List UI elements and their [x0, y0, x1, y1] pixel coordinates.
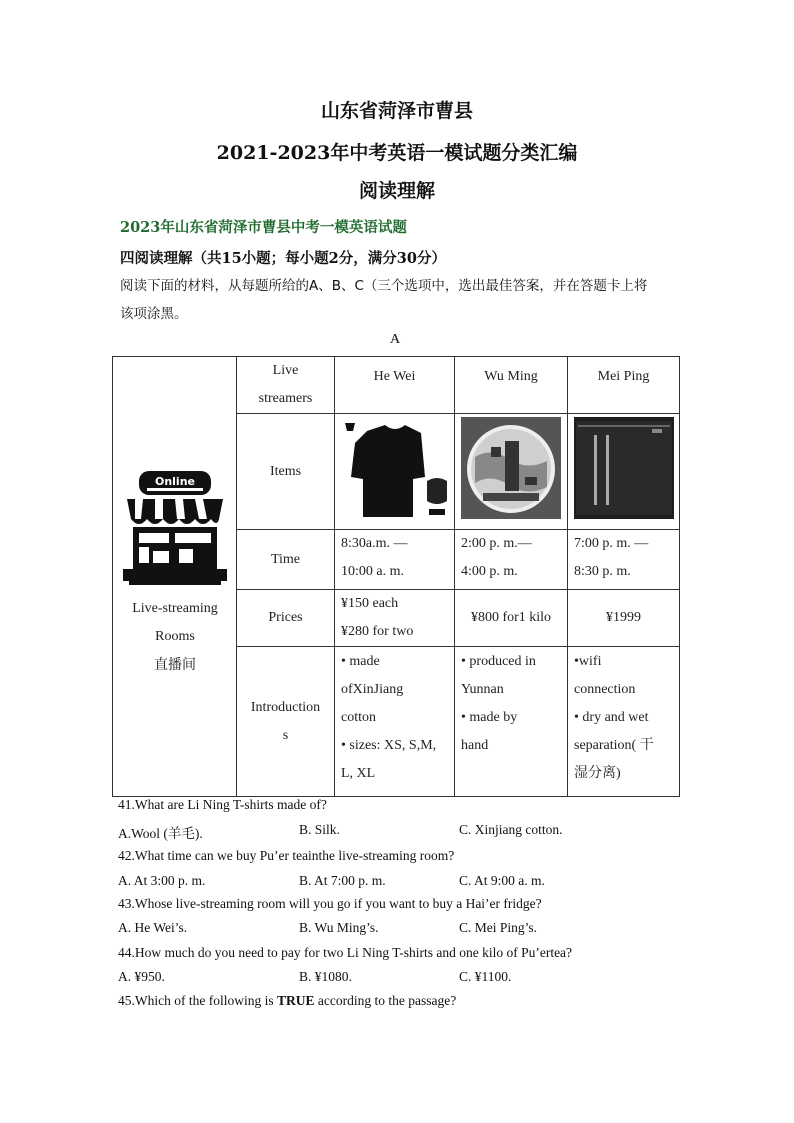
intro-he-wei-line: cotton [341, 710, 376, 725]
intro-he-wei [335, 647, 455, 797]
item-wu-ming [455, 414, 568, 530]
header-streamers-line-1: Live [272, 363, 299, 378]
time-he-wei-start: 8:30a.m. — [341, 536, 408, 551]
question-43-option-c: C. Mei Ping’s. [459, 920, 538, 935]
question-42-option-b: B. At 7:00 p. m. [299, 873, 386, 888]
price-he-wei-each: ¥150 each [341, 596, 399, 611]
intro-wu-ming-line: Yunnan [461, 682, 504, 697]
time-wu-ming-end: 4:00 p. m. [461, 564, 518, 579]
header-intro-line-2: s [282, 727, 289, 743]
intro-he-wei-line: • sizes: XS, S,M, [341, 738, 437, 753]
row-streamers [113, 357, 680, 414]
time-mei-ping [568, 530, 680, 590]
streamer-mei-ping: Mei Ping [568, 357, 680, 414]
streamer-wu-ming: Wu Ming [455, 357, 568, 414]
question-43-option-b: B. Wu Ming’s. [299, 920, 379, 935]
question-45-text-after: according to the passage? [314, 993, 457, 1008]
instructions-line-1: 阅读下面的材料，从每题所给的A、B、C（三个选项中，选出最佳答案，并在答题卡上将 [120, 278, 648, 294]
puer-tea-image [461, 417, 561, 519]
question-43-stem: 43.Whose live-streaming room will you go if you want to buy a Hai’er fridge? [118, 896, 542, 911]
time-mei-ping-end: 8:30 p. m. [574, 564, 631, 579]
question-42-stem: 42.What time can we buy Pu’er teainthe live-streaming room? [118, 848, 455, 863]
online-shop-icon [123, 471, 227, 587]
question-45-text-before: 45.Which of the following is [118, 993, 277, 1008]
question-44-option-a: A. ¥950. [118, 969, 165, 984]
fridge-image [574, 417, 674, 519]
item-he-wei [335, 414, 455, 530]
instructions [120, 272, 690, 328]
rooms-label-en-2: Rooms [155, 629, 195, 644]
question-44-option-c: C. ¥1100. [459, 969, 512, 984]
doc-title-region: 山东省菏泽市曹县 [320, 100, 473, 122]
rooms-label-en-1: Live-streaming [132, 601, 218, 616]
exam-title: 2023年山东省菏泽市曹县中考一模英语试题 [120, 219, 407, 236]
time-he-wei [335, 530, 455, 590]
doc-title-years: 2021-2023年中考英语一模试题分类汇编 [216, 142, 578, 164]
price-wu-ming: ¥800 for1 kilo [455, 590, 568, 647]
header-live-streamers [237, 357, 335, 414]
item-mei-ping [568, 414, 680, 530]
question-43-option-a: A. He Wei’s. [118, 920, 188, 935]
intro-mei-ping [568, 647, 680, 797]
tshirt-image [341, 417, 449, 521]
rooms-cell [113, 357, 237, 797]
livestream-table [112, 356, 680, 797]
header-introductions [237, 647, 335, 797]
rooms-label [113, 595, 237, 679]
question-45-emphasis: TRUE [276, 993, 315, 1008]
instructions-line-2: 该项涂黑。 [120, 306, 188, 322]
question-44-option-b: B. ¥1080. [299, 969, 352, 984]
intro-mei-ping-line: separation( 干 [574, 738, 654, 753]
question-41-stem: 41.What are Li Ning T-shirts made of? [118, 797, 327, 812]
time-wu-ming-start: 2:00 p. m.— [461, 536, 532, 551]
question-42-option-c: C. At 9:00 a. m. [459, 873, 545, 888]
intro-wu-ming [455, 647, 568, 797]
intro-wu-ming-line: • made by [461, 710, 518, 725]
shop-sign-text: Online [154, 475, 196, 488]
header-prices: Prices [237, 590, 335, 647]
rooms-label-cn: 直播间 [154, 657, 196, 673]
header-intro-line-1: Introduction [250, 699, 321, 715]
question-45-stem [118, 993, 456, 1009]
price-mei-ping: ¥1999 [568, 590, 680, 647]
time-he-wei-end: 10:00 a. m. [341, 564, 404, 579]
intro-mei-ping-line: •wifi [574, 654, 602, 669]
question-41-option-b: B. Silk. [299, 822, 340, 837]
intro-he-wei-line: • made [341, 654, 380, 669]
price-he-wei [335, 590, 455, 647]
intro-mei-ping-line: • dry and wet [574, 710, 649, 725]
part-title: 四阅读理解（共15小题；每小题2分，满分30分） [120, 250, 446, 267]
intro-mei-ping-line: connection [574, 682, 636, 697]
question-44-stem: 44.How much do you need to pay for two Li Ning T-shirts and one kilo of Pu’ertea? [118, 945, 573, 960]
intro-mei-ping-line: 湿分离) [574, 766, 621, 781]
passage-label: A [390, 332, 401, 347]
intro-he-wei-line: ofXinJiang [341, 682, 404, 697]
price-he-wei-two: ¥280 for two [341, 624, 414, 639]
doc-title-topic: 阅读理解 [358, 180, 435, 202]
header-time: Time [237, 530, 335, 590]
question-41-option-a: A.Wool (羊毛). [118, 826, 203, 841]
time-mei-ping-start: 7:00 p. m. — [574, 536, 649, 551]
question-42-option-a: A. At 3:00 p. m. [118, 873, 206, 888]
header-streamers-line-2: streamers [258, 391, 313, 406]
time-wu-ming [455, 530, 568, 590]
streamer-he-wei: He Wei [335, 357, 455, 414]
question-41-option-c: C. Xinjiang cotton. [459, 822, 563, 837]
intro-wu-ming-line: • produced in [461, 654, 536, 669]
header-items: Items [237, 414, 335, 530]
intro-wu-ming-line: hand [461, 738, 489, 753]
intro-he-wei-line: L, XL [341, 766, 376, 781]
